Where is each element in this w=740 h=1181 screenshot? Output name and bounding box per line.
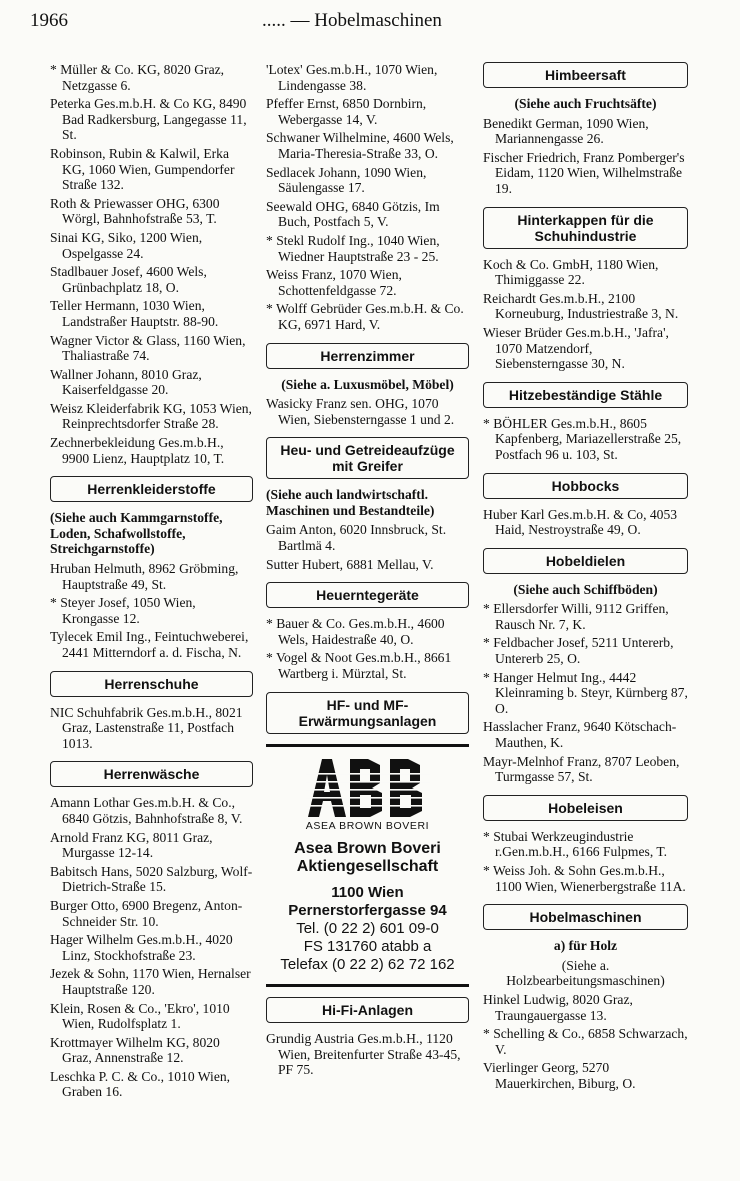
heading-heuaufzuege: Heu- und Getreideaufzüge mit Greifer (266, 437, 469, 479)
directory-entry: Schwaner Wilhelmine, 4600 Wels, Maria-Theresia-Straße 33, O. (266, 130, 454, 161)
directory-entry: Teller Hermann, 1030 Wien, Landstraßer Hauptstr. 88-90. (50, 298, 219, 329)
column-3 (483, 62, 688, 1095)
directory-entry: Jezek & Sohn, 1170 Wien, Hernalser Hauptstraße 120. (50, 966, 251, 997)
note-herrenkleiderstoffe: (Siehe auch Kammgarnstoffe, Loden, Schafwollstoffe, Streichgarnstoffe) (50, 510, 223, 557)
directory-entry: * Schelling & Co., 6858 Schwarzach, V. (483, 1026, 688, 1057)
entries-herrenschuhe (50, 705, 253, 752)
note-herrenzimmer: (Siehe a. Luxusmöbel, Möbel) (281, 376, 454, 392)
column-2 (266, 62, 469, 1081)
heading-herrenzimmer: Herrenzimmer (266, 343, 469, 369)
directory-entry: Sinai KG, Siko, 1200 Wien, Ospelgasse 24. (50, 229, 203, 261)
entries-hobelmaschinen (483, 992, 688, 1092)
heading-heuerntegeraete: Heuerntegeräte (266, 582, 469, 608)
entries-hobeleisen (483, 829, 688, 894)
directory-entry: Arnold Franz KG, 8011 Graz, Murgasse 12-14. (50, 829, 213, 861)
directory-entry: Hager Wilhelm Ges.m.b.H., 4020 Linz, Stockhofstraße 23. (50, 932, 233, 963)
heading-hinterkappen: Hinterkappen für die Schuhindustrie (483, 207, 688, 249)
entries-hitzebestaendige-staehle (483, 416, 688, 463)
page-header (30, 10, 710, 36)
entries-heuaufzuege (266, 522, 469, 572)
directory-entry: Klein, Rosen & Co., 'Ekro', 1010 Wien, Rudolfsplatz 1. (50, 1000, 230, 1032)
column-1 (50, 62, 253, 1103)
directory-entry: Hasslacher Franz, 9640 Kötschach-Mauthen, K. (483, 719, 677, 751)
abb-company: Asea Brown Boveri Aktiengesellschaft (294, 840, 441, 876)
heading-hitzebestaendige-staehle: Hitzebeständige Stähle (483, 382, 688, 408)
directory-entry: Tylecek Emil Ing., Feintuchweberei, 2441 Mitterndorf a. d. Fischa, N. (50, 629, 249, 660)
directory-entry: Wagner Victor & Glass, 1160 Wien, Thaliastraße 74. (50, 332, 246, 364)
directory-entry: * Stubai Werkzeugindustrie r.Gen.m.b.H., 6166 Fulpmes, T. (483, 828, 668, 860)
directory-entry: Pfeffer Ernst, 6850 Dornbirn, Webergasse 14, V. (266, 96, 427, 127)
directory-entry: Vierlinger Georg, 5270 Mauerkirchen, Biburg, O. (483, 1060, 636, 1091)
directory-entry: NIC Schuhfabrik Ges.m.b.H., 8021 Graz, Lastenstraße 11, Postfach 1013. (50, 704, 243, 751)
directory-entry: Amann Lothar Ges.m.b.H. & Co., 6840 Götzis, Bahnhofstraße 8, V. (50, 795, 243, 826)
sub-fuer-holz: a) für Holz (553, 938, 618, 954)
directory-entry: Leschka P. C. & Co., 1010 Wien, Graben 16. (50, 1068, 231, 1100)
heading-hf-mf: HF- und MF-Erwärmungsanlagen (266, 692, 469, 734)
directory-entry: Koch & Co. GmbH, 1180 Wien, Thimiggasse 22. (483, 256, 659, 288)
directory-entry: Sutter Hubert, 6881 Mellau, V. (266, 556, 434, 572)
directory-entry: Seewald OHG, 6840 Götzis, Im Buch, Postfach 5, V. (266, 198, 440, 230)
directory-entry: Fischer Friedrich, Franz Pomberger's Eidam, 1120 Wien, Wilhelmstraße 19. (483, 149, 685, 196)
heading-himbeersaft: Himbeersaft (483, 62, 688, 88)
directory-entry: * BÖHLER Ges.m.b.H., 8605 Kapfenberg, Mariazellerstraße 25, Postfach 96 u. 103, St. (483, 415, 682, 462)
directory-entry: Hruban Helmuth, 8962 Gröbming, Hauptstraße 49, St. (50, 561, 239, 592)
directory-entry: Weiss Franz, 1070 Wien, Schottenfeldgasse 72. (266, 267, 402, 298)
directory-entry: * Hanger Helmut Ing., 4442 Kleinraming b. Steyr, Kürnberg 87, O. (483, 669, 688, 716)
directory-entry: * Bauer & Co. Ges.m.b.H., 4600 Wels, Haidestraße 40, O. (266, 616, 445, 647)
directory-entry: Hinkel Ludwig, 8020 Graz, Traungauergasse 13. (483, 991, 633, 1023)
note-himbeersaft: (Siehe auch Fruchtsäfte) (514, 96, 657, 111)
directory-entry: Robinson, Rubin & Kalwil, Erka KG, 1060 Wien, Gumpendorfer Straße 132. (50, 145, 235, 193)
directory-entry: * Wolff Gebrüder Ges.m.b.H. & Co. KG, 6971 Hard, V. (266, 301, 464, 332)
entries-heuerntegeraete (266, 616, 469, 681)
directory-entry: Mayr-Melnhof Franz, 8707 Leoben, Turmgasse 57, St. (483, 753, 680, 785)
page-number: 1966 (30, 10, 68, 31)
abb-fs: FS 131760 atabb a (303, 938, 432, 956)
entries-herrenwaesche (50, 795, 253, 1100)
entries-hinterkappen (483, 257, 688, 372)
directory-entry: Krottmayer Wilhelm KG, 8020 Graz, Annenstraße 12. (50, 1034, 220, 1066)
directory-entry: Weisz Kleiderfabrik KG, 1053 Wien, Reinprechtsdorfer Straße 28. (50, 400, 252, 432)
directory-entry: Gaim Anton, 6020 Innsbruck, St. Bartlmä 4. (266, 522, 447, 554)
abb-city: 1100 Wien (331, 884, 404, 902)
directory-entry: Burger Otto, 6900 Bregenz, Anton-Schneider Str. 10. (50, 897, 243, 929)
directory-entry: * Steyer Josef, 1050 Wien, Krongasse 12. (50, 595, 196, 626)
entries-col2-top (266, 62, 469, 333)
entries-hifi (266, 1031, 469, 1078)
note-heuaufzuege: (Siehe auch landwirtschaftl. Maschinen und Bestandteile) (266, 487, 435, 518)
directory-entry: Wallner Johann, 8010 Graz, Kaiserfeldgasse 20. (50, 366, 202, 398)
heading-hifi: Hi-Fi-Anlagen (266, 997, 469, 1023)
directory-entry: Huber Karl Ges.m.b.H. & Co, 4053 Haid, Nestroystraße 49, O. (483, 506, 678, 538)
directory-entry: Babitsch Hans, 5020 Salzburg, Wolf-Dietrich-Straße 15. (50, 863, 253, 895)
note-hobelmaschinen: (Siehe a. Holzbearbeitungsmaschinen) (506, 957, 665, 989)
heading-hobeldielen: Hobeldielen (483, 548, 688, 574)
entries-herrenzimmer (266, 396, 469, 427)
directory-entry: * Weiss Joh. & Sohn Ges.m.b.H., 1100 Wien, Wienerbergstraße 11A. (483, 863, 686, 894)
directory-entry: Grundig Austria Ges.m.b.H., 1120 Wien, Breitenfurter Straße 43-45, PF 75. (266, 1031, 461, 1078)
directory-entry: Zechnerbekleidung Ges.m.b.H., 9900 Lienz, Hauptplatz 10, T. (50, 435, 225, 466)
heading-hobbocks: Hobbocks (483, 473, 688, 499)
note-hobeldielen: (Siehe auch Schiffböden) (513, 581, 658, 597)
directory-entry: * Vogel & Noot Ges.m.b.H., 8661 Wartberg i. Mürztal, St. (266, 650, 452, 682)
directory-entry: Wieser Brüder Ges.m.b.H., 'Jafra', 1070 Matzendorf, Siebensterngasse 30, N. (483, 324, 669, 372)
directory-entry: Stadlbauer Josef, 4600 Wels, Grünbachplatz 18, O. (50, 264, 207, 295)
directory-entry: * Stekl Rudolf Ing., 1040 Wien, Wiedner Hauptstraße 23 - 25. (266, 232, 440, 264)
directory-entry: Sedlacek Johann, 1090 Wien, Säulengasse 17. (266, 164, 427, 196)
abb-logo (306, 759, 430, 817)
entries-hobbocks (483, 507, 688, 538)
heading-herrenschuhe: Herrenschuhe (50, 671, 253, 697)
abb-advertisement (266, 744, 469, 988)
directory-entry: * Ellersdorfer Willi, 9112 Griffen, Rausch Nr. 7, K. (483, 601, 669, 632)
entries-hobeldielen (483, 601, 688, 785)
entries-herrenkleiderstoffe (50, 561, 253, 661)
directory-entry: Roth & Priewasser OHG, 6300 Wörgl, Bahnhofstraße 53, T. (50, 195, 220, 227)
heading-herrenkleiderstoffe: Herrenkleiderstoffe (50, 476, 253, 502)
abb-brand: ASEA BROWN BOVERI (305, 819, 430, 832)
heading-herrenwaesche: Herrenwäsche (50, 761, 253, 787)
heading-hobelmaschinen: Hobelmaschinen (483, 904, 688, 930)
running-title: ..... — Hobelmaschinen (262, 10, 442, 31)
directory-entry: 'Lotex' Ges.m.b.H., 1070 Wien, Lindengasse 38. (266, 62, 438, 93)
directory-entry: Peterka Ges.m.b.H. & Co KG, 8490 Bad Radkersburg, Langegasse 11, St. (50, 96, 247, 143)
directory-entry: * Feldbacher Josef, 5211 Untererb, Untererb 25, O. (483, 635, 674, 667)
abb-fax: Telefax (0 22 2) 62 72 162 (280, 956, 455, 974)
directory-entry: Wasicky Franz sen. OHG, 1070 Wien, Siebensterngasse 1 und 2. (266, 396, 455, 427)
directory-entry: Reichardt Ges.m.b.H., 2100 Korneuburg, Industriestraße 3, N. (483, 290, 679, 322)
abb-address: Pernerstorfergasse 94 (288, 902, 447, 920)
directory-entry: * Müller & Co. KG, 8020 Graz, Netzgasse 6. (50, 62, 225, 93)
entries-himbeersaft (483, 116, 688, 197)
heading-hobeleisen: Hobeleisen (483, 795, 688, 821)
entries-herrenkleidung-cont (50, 62, 253, 466)
directory-entry: Benedikt German, 1090 Wien, Mariannengasse 26. (483, 115, 649, 147)
abb-tel: Tel. (0 22 2) 601 09-0 (296, 920, 439, 938)
